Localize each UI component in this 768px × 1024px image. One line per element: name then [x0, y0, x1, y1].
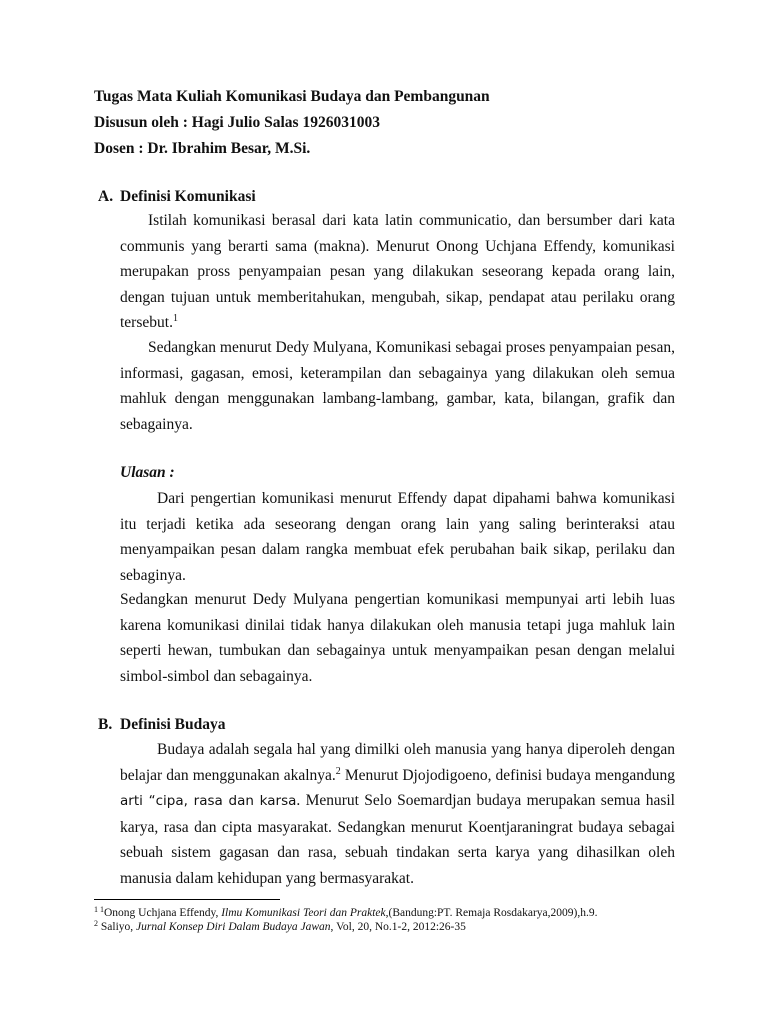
footnote-1-title: Ilmu Komunikasi Teori dan Praktek — [221, 907, 386, 919]
ulasan-paragraph-2: Sedangkan menurut Dedy Mulyana pengertian komunikasi mempunyai arti lebih luas karena komunikasi dinilai tidak hanya dilakukan oleh manusia tetapi juga mahluk lain seperti hewan, tumbukan dan sebagainya untuk menyampaikan pesan dengan melalui simbol-simbol dan sebagainya. — [120, 591, 675, 685]
section-b-p1-sans: arti “cipa, rasa dan karsa — [120, 793, 297, 809]
footnote-2-marker: 2 — [94, 919, 98, 928]
section-b-paragraph-1 — [120, 737, 675, 891]
author-line: Disusun oleh : Hagi Julio Salas 1926031003 — [94, 114, 380, 131]
section-b-p1-part3: . Menurut Selo Soemardjan budaya merupakan semua hasil karya, rasa dan cipta masyarakat. Sedangkan menurut Koentjaraningrat budaya sebagai sebuah sistem gagasan dan rasa, sebuah tindakan serta karya yang dihasilkan oleh manusia dalam kehidupan yang bermasyarakat. — [120, 792, 675, 887]
footnote-2-author: Saliyo, — [98, 921, 137, 933]
footnote-1 — [94, 907, 597, 919]
section-b-number: B. — [98, 716, 113, 733]
section-a-p1-text: Istilah komunikasi berasal dari kata latin communicatio, dan bersumber dari kata communis yang berarti sama (makna). Menurut Onong Uchjana Effendy, komunikasi merupakan pross penyampaian pesan yang dilakukan seseorang kepada orang lain, dengan tujuan untuk memberitahukan, mengubah, sikap, pendapat atau perilaku orang tersebut. — [120, 212, 675, 331]
footnote-2 — [94, 921, 466, 933]
section-a-paragraph-1 — [120, 208, 675, 336]
section-b-title: Definisi Budaya — [120, 716, 226, 733]
footnote-1-rest: ,(Bandung:PT. Remaja Rosdakarya,2009),h.9. — [385, 907, 598, 919]
ulasan-label: Ulasan : — [120, 464, 175, 481]
ulasan-paragraph-1: Dari pengertian komunikasi menurut Effendy dapat dipahami bahwa komunikasi itu terjadi ketika ada seseorang dengan orang lain yang saling berinteraksi atau menyampaikan pesan dalam rangka membuat efek perubahan baik sikap, perilaku dan sebaginya. — [120, 490, 675, 584]
section-b-p1-part2: Menurut Djojodigoeno, definisi budaya mengandung — [340, 766, 675, 784]
lecturer-line: Dosen : Dr. Ibrahim Besar, M.Si. — [94, 140, 311, 157]
footnote-ref-1: 1 — [172, 313, 178, 324]
section-b-p1-part1: Budaya adalah segala hal yang dimilki oleh manusia yang hanya diperoleh dengan belajar dan menggunakan akalnya. — [120, 741, 675, 784]
section-a-paragraph-2: Sedangkan menurut Dedy Mulyana, Komunikasi sebagai proses penyampaian pesan, informasi, gagasan, emosi, keterampilan dan sebagainya yang dilakukan oleh semua mahluk dengan menggunakan lambang-lambang, gambar, kata, bilangan, grafik dan sebagainya. — [120, 339, 675, 433]
footnote-1-author: Onong Uchjana Effendy, — [104, 907, 222, 919]
section-a-title: Definisi Komunikasi — [120, 188, 256, 205]
section-a-number: A. — [98, 188, 114, 205]
footnote-2-title: Jurnal Konsep Diri Dalam Budaya Jawan — [136, 921, 331, 933]
footnote-ref-2: 2 — [335, 765, 341, 777]
footnote-separator — [94, 899, 280, 900]
section-b-heading — [98, 716, 226, 734]
assignment-title: Tugas Mata Kuliah Komunikasi Budaya dan Pembangunan — [94, 88, 490, 105]
footnote-1-marker: 1 1 — [94, 905, 104, 914]
footnote-2-rest: , Vol, 20, No.1-2, 2012:26-35 — [330, 921, 466, 933]
section-a-heading — [98, 188, 256, 206]
